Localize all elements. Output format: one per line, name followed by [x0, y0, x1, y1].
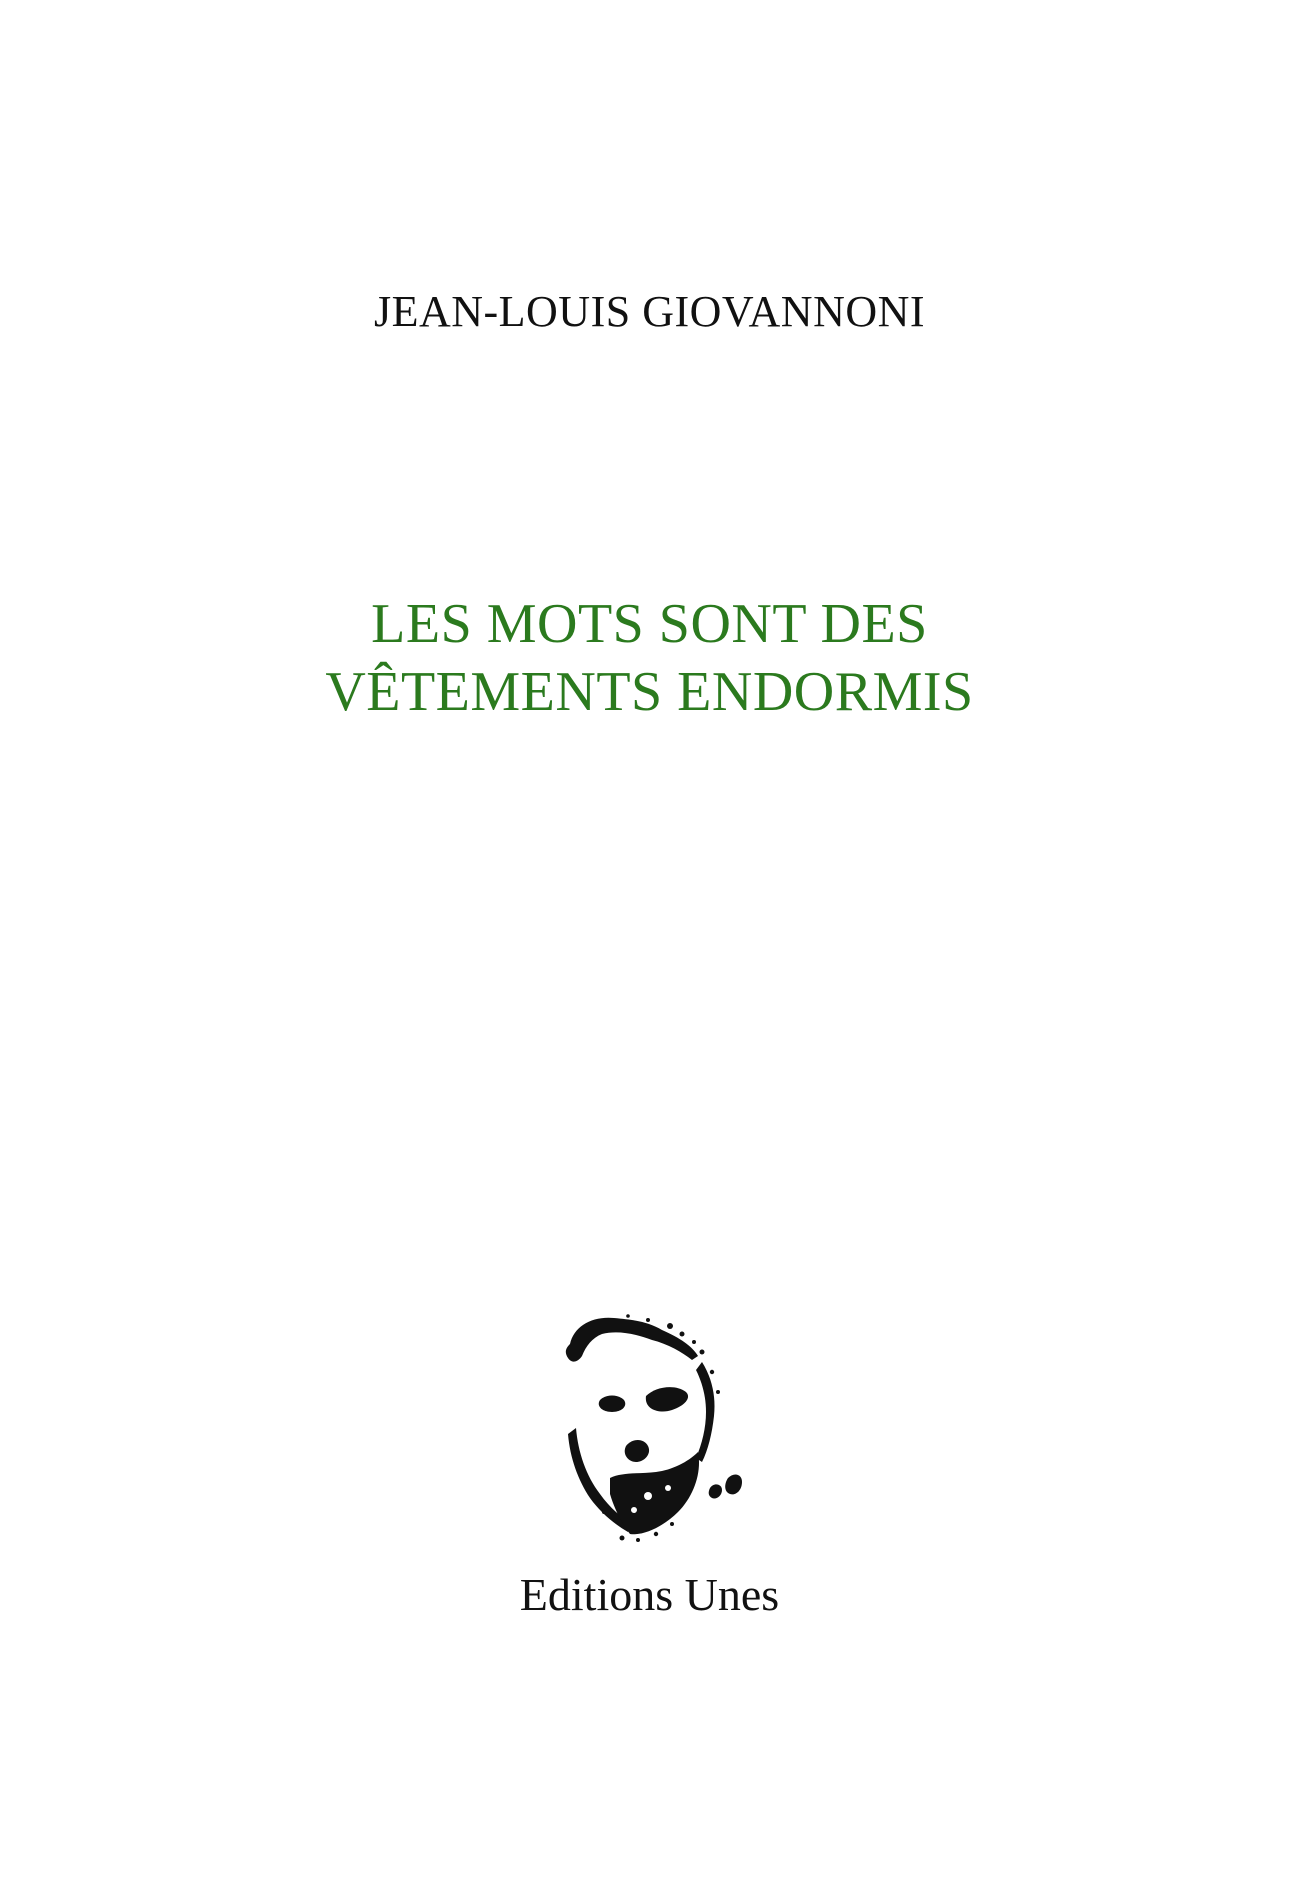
- publisher-name: Editions Unes: [519, 1569, 780, 1620]
- title-line-2: VÊTEMENTS ENDORMIS: [325, 661, 974, 723]
- publisher-logo-icon: [552, 1312, 762, 1544]
- author-name: JEAN-LOUIS GIOVANNONI: [373, 287, 926, 336]
- title-line-1: LES MOTS SONT DES: [371, 593, 928, 655]
- book-title: [0, 590, 1299, 726]
